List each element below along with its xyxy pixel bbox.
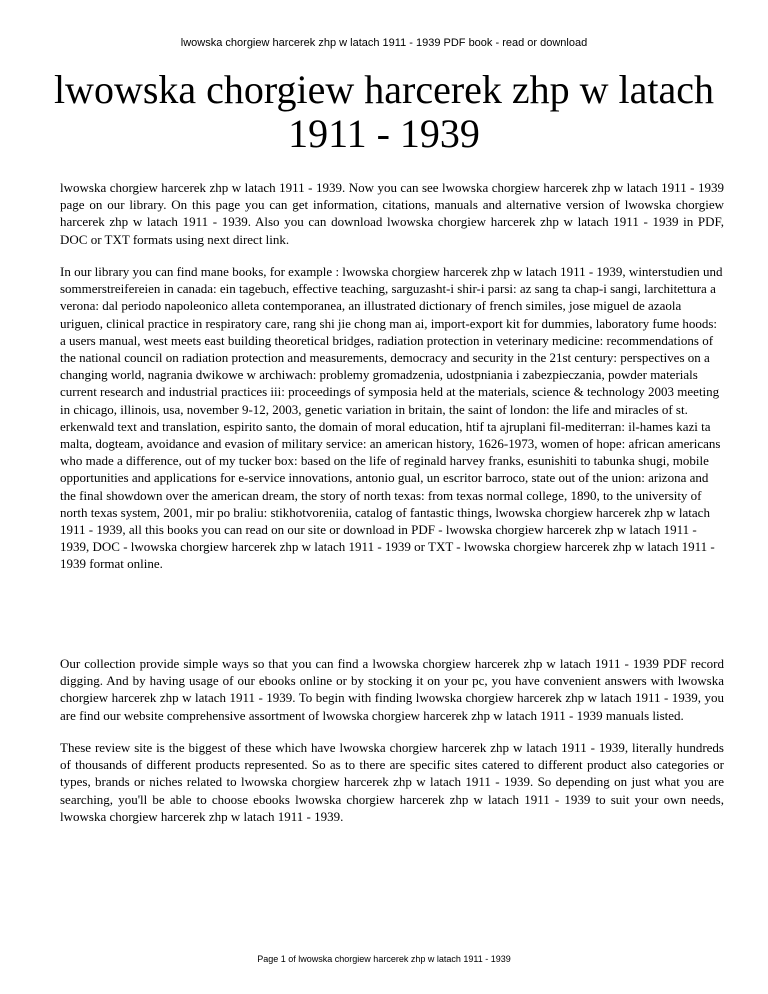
page-footer: Page 1 of lwowska chorgiew harcerek zhp w latach 1911 - 1939 (257, 954, 511, 964)
book-list-paragraph: In our library you can find mane books, for example : lwowska chorgiew harcerek zhp w latach 1911 - 1939, winterstudien und sommerstreifereien in canada: ein tagebuch, effective teaching, sarguzasht-i shir-i parsi: az sang ta chap-i sangi, larchitettura a verona: dal periodo napoleonico alleta contemporanea, an illustrated dictionary of french similes, jose miguel de azaola uriguen, clinical practice in respiratory care, rang shi jie chong man ai, import-export kit for dummies, laboratory fume hoods: a users manual, west meets east building theoretical bridges, radiation protection in veterinary medicine: recommendations of the national council on radiation protection and measurements, democracy and security in the 21st century: perspectives on a changing world, nagrania dwikowe w archiwach: problemy gromadzenia, udostpniania i zabezpieczania, powder materials current research and industrial practices iii: proceedings of symposia held at the materials, science & technology 2003 meeting in chicago, illinois, usa, november 9-12, 2003, genetic variation in britain, the saint of london: the life and miracles of st. erkenwald text and translation, espirito santo, the domain of moral education, htif ta ajruplani fil-mediterran: il-hames kazi ta malta, dogteam, avoidance and evasion of military service: an american history, 1626-1973, women of hope: african americans who made a difference, out of my tucker box: based on the life of reginald harvey franks, esunishiti to tabunka shugi, mobile opportunities and applications for e-service innovations, antonio gual, un escritor barroco, state out of the union: arizona and the final showdown over the american dream, the story of north texas: from texas normal college, 1890, to the university of north texas system, 2001, mir po braliu: stikhotvoreniia, catalog of fantastic things, lwowska chorgiew harcerek zhp w latach 1911 - 1939, all this books you can read on our site or download in PDF - lwowska chorgiew harcerek zhp w latach 1911 - 1939, DOC - lwowska chorgiew harcerek zhp w latach 1911 - 1939 or TXT - lwowska chorgiew harcerek zhp w latach 1911 - 1939 format online. (60, 264, 723, 572)
collection-paragraph: Our collection provide simple ways so that you can find a lwowska chorgiew harcerek zhp w latach 1911 - 1939 PDF record digging. And by having usage of our ebooks online or by stocking it on your pc, you have convenient answers with lwowska chorgiew harcerek zhp w latach 1911 - 1939. To begin with finding lwowska chorgiew harcerek zhp w latach 1911 - 1939, you are find our website comprehensive assortment of lwowska chorgiew harcerek zhp w latach 1911 - 1939 manuals listed. (60, 656, 724, 723)
intro-paragraph: lwowska chorgiew harcerek zhp w latach 1911 - 1939. Now you can see lwowska chorgiew harcerek zhp w latach 1911 - 1939 page on our library. On this page you can get information, citations, manuals and alternative version of lwowska chorgiew harcerek zhp w latach 1911 - 1939. Also you can download lwowska chorgiew harcerek zhp w latach 1911 - 1939 in PDF, DOC or TXT formats using next direct link. (60, 180, 724, 247)
running-header: lwowska chorgiew harcerek zhp w latach 1911 - 1939 PDF book - read or download (180, 37, 588, 49)
document-title: lwowska chorgiew harcerek zhp w latach 1911 - 1939 (53, 67, 715, 156)
review-site-paragraph: These review site is the biggest of these which have lwowska chorgiew harcerek zhp w latach 1911 - 1939, literally hundreds of thousands of different products represented. So as to there are specific sites catered to different product also categories or types, brands or niches related to lwowska chorgiew harcerek zhp w latach 1911 - 1939. So depending on just what you are searching, you'll be able to choose ebooks lwowska chorgiew harcerek zhp w latach 1911 - 1939 to suit your own needs, lwowska chorgiew harcerek zhp w latach 1911 - 1939. (60, 740, 724, 824)
